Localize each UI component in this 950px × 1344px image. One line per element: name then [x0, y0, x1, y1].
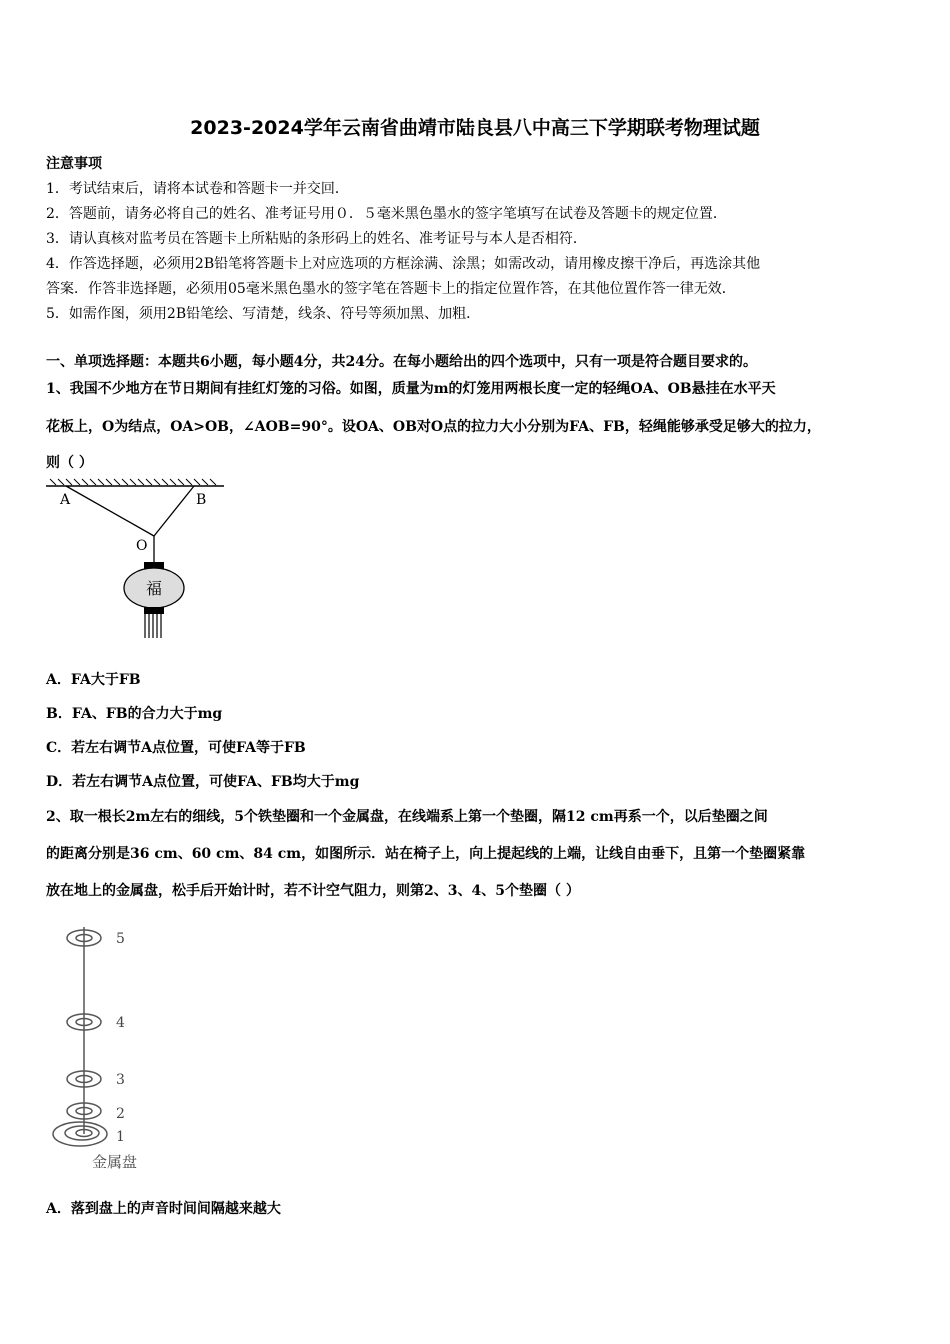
section-heading: 一、单项选择题：本题共6小题，每小题4分，共24分。在每小题给出的四个选项中，只有一项是符合题目要求的。 [46, 354, 757, 370]
question-1-line: 则（ ） [46, 455, 93, 471]
notice-line: 3．请认真核对监考员在答题卡上所粘贴的条形码上的姓名、准考证号与本人是否相符． [46, 231, 587, 247]
notice-line: 1．考试结束后，请将本试卷和答题卡一并交回． [46, 181, 349, 197]
page-title: 2023-2024学年云南省曲靖市陆良县八中高三下学期联考物理试题 [190, 117, 760, 139]
notice-line: 5．如需作图，须用2B铅笔绘、写清楚，线条、符号等须加黑、加粗． [46, 306, 481, 322]
point-a-label: A [60, 492, 71, 508]
notice-heading: 注意事项 [46, 156, 102, 172]
q2-option-a: A．落到盘上的声音时间间隔越来越大 [46, 1201, 281, 1217]
q1-option-c: C．若左右调节A点位置，可使FA等于FB [46, 740, 306, 756]
washer-label: 3 [116, 1072, 125, 1088]
notice-line: 2．答题前，请务必将自己的姓名、准考证号用０．５毫米黑色墨水的签字笔填写在试卷及答题卡的规定位置． [46, 206, 727, 222]
washer-figure [50, 922, 170, 1172]
question-2-line: 2、取一根长2m左右的细线，5个铁垫圈和一个金属盘，在线端系上第一个垫圈，隔12 cm再系一个，以后垫圈之间 [46, 809, 768, 825]
washer-label: 5 [116, 931, 125, 947]
washer-label: 2 [116, 1106, 125, 1122]
lantern-char: 福 [145, 579, 163, 598]
notice-line: 4．作答选择题，必须用2B铅笔将答题卡上对应选项的方框涂满、涂黑；如需改动，请用橡皮擦干净后，再选涂其他 [46, 256, 761, 272]
q1-option-d: D．若左右调节A点位置，可使FA、FB均大于mg [46, 774, 360, 790]
plate-label: 金属盘 [92, 1153, 138, 1171]
question-2-line: 的距离分别是36 cm、60 cm、84 cm，如图所示．站在椅子上，向上提起线的上端，让线自由垂下，且第一个垫圈紧靠 [46, 846, 806, 862]
question-2-line: 放在地上的金属盘，松手后开始计时，若不计空气阻力，则第2、3、4、5个垫圈（ ） [46, 883, 580, 899]
washer-label: 1 [116, 1129, 125, 1145]
q1-option-a: A．FA大于FB [46, 672, 141, 688]
question-1-line: 花板上，O为结点，OA>OB，∠AOB=90°。设OA、OB对O点的拉力大小分别为FA、FB，轻绳能够承受足够大的拉力， [46, 419, 821, 435]
washer-label: 4 [116, 1015, 125, 1031]
q1-option-b: B．FA、FB的合力大于mg [46, 706, 223, 722]
notice-line: 答案．作答非选择题，必须用05毫米黑色墨水的签字笔在答题卡上的指定位置作答，在其他位置作答一律无效． [46, 281, 736, 297]
question-1-line: 1、我国不少地方在节日期间有挂红灯笼的习俗。如图，质量为m的灯笼用两根长度一定的轻绳OA、OB悬挂在水平天 [46, 381, 776, 397]
point-b-label: B [196, 492, 207, 508]
lantern-figure [44, 478, 234, 643]
point-o-label: O [136, 538, 148, 554]
